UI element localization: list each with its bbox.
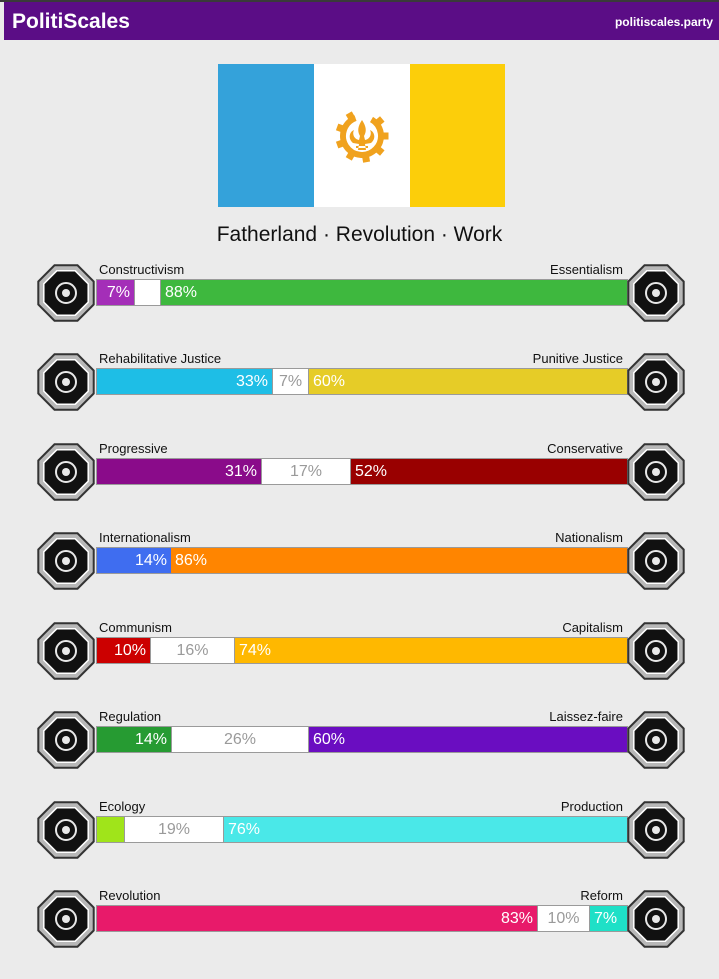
axis-bar [96, 726, 628, 753]
axis-bar [96, 547, 628, 574]
scales-icon [35, 709, 97, 771]
axis-right-segment: 86% [171, 548, 627, 573]
gear-icon [625, 799, 687, 861]
hammer-sickle-icon [35, 620, 97, 682]
site-header [4, 2, 719, 40]
axis-left-label: Constructivism [99, 262, 185, 277]
axis-left-segment: 7% [97, 280, 134, 305]
axis-row [0, 531, 719, 621]
axis-bar [96, 637, 628, 664]
axis-right-label: Conservative [547, 441, 623, 456]
axis-right-segment: 52% [351, 459, 627, 484]
axis-row [0, 800, 719, 890]
axis-left-label: Revolution [99, 888, 161, 903]
axis-left-segment [97, 817, 124, 842]
flag-icon [625, 530, 687, 592]
flower-icon [625, 262, 687, 324]
globe-icon [35, 530, 97, 592]
eye-icon [35, 262, 97, 324]
axis-bar [96, 279, 628, 306]
axis-right-label: Punitive Justice [532, 351, 623, 366]
axis-left-label: Ecology [99, 799, 146, 814]
brand-title[interactable]: PolitiScales [12, 10, 130, 33]
axis-row [0, 352, 719, 442]
axis-row [0, 710, 719, 800]
axis-neutral-segment: 16% [150, 638, 235, 663]
result-flag [218, 64, 505, 207]
axis-left-label: Regulation [99, 709, 162, 724]
axis-bar [96, 816, 628, 843]
axis-bar [96, 368, 628, 395]
axis-right-label: Nationalism [555, 530, 623, 545]
axis-row [0, 442, 719, 532]
flag-stripe-left [218, 64, 314, 207]
axis-right-segment: 60% [309, 369, 627, 394]
fountain-pen-icon [625, 441, 687, 503]
bird-icon [35, 799, 97, 861]
handshake-icon [35, 351, 97, 413]
axis-right-label: Reform [580, 888, 623, 903]
axis-right-segment: 60% [309, 727, 627, 752]
axis-neutral-segment: 7% [272, 369, 309, 394]
axis-row [0, 263, 719, 353]
flag-stripe-right [410, 64, 505, 207]
axis-left-label: Rehabilitative Justice [99, 351, 222, 366]
site-url[interactable]: politiscales.party [614, 15, 713, 29]
axis-left-segment: 14% [97, 727, 171, 752]
axis-right-label: Capitalism [562, 620, 623, 635]
axis-bar [96, 458, 628, 485]
axis-left-segment: 14% [97, 548, 171, 573]
axis-left-segment: 33% [97, 369, 272, 394]
axis-left-label: Progressive [99, 441, 168, 456]
axis-left-label: Communism [99, 620, 172, 635]
axis-right-segment: 76% [224, 817, 627, 842]
axis-left-segment: 83% [97, 906, 537, 931]
axis-row [0, 621, 719, 711]
axis-right-segment: 88% [161, 280, 627, 305]
flag-slogan: Fatherland · Revolution · Work [216, 223, 503, 246]
axis-row [0, 889, 719, 979]
axis-right-label: Essentialism [550, 262, 623, 277]
axis-neutral-segment: 10% [537, 906, 590, 931]
axis-right-label: Laissez-faire [549, 709, 623, 724]
axis-right-segment: 74% [235, 638, 627, 663]
money-bag-icon [625, 620, 687, 682]
axis-neutral-segment: 17% [261, 459, 351, 484]
axis-left-segment: 10% [97, 638, 150, 663]
axis-neutral-segment: 19% [124, 817, 224, 842]
fleur-de-lis-gear-icon [332, 106, 392, 166]
axis-left-segment: 31% [97, 459, 261, 484]
axis-right-segment: 7% [590, 906, 627, 931]
axis-neutral-segment [134, 280, 161, 305]
rocket-icon [35, 441, 97, 503]
axis-left-label: Internationalism [99, 530, 191, 545]
axis-right-label: Production [560, 799, 623, 814]
axis-neutral-segment: 26% [171, 727, 309, 752]
prison-bars-icon [625, 351, 687, 413]
axis-bar [96, 905, 628, 932]
parliament-icon [625, 888, 687, 950]
fist-icon [35, 888, 97, 950]
butterfly-icon [625, 709, 687, 771]
